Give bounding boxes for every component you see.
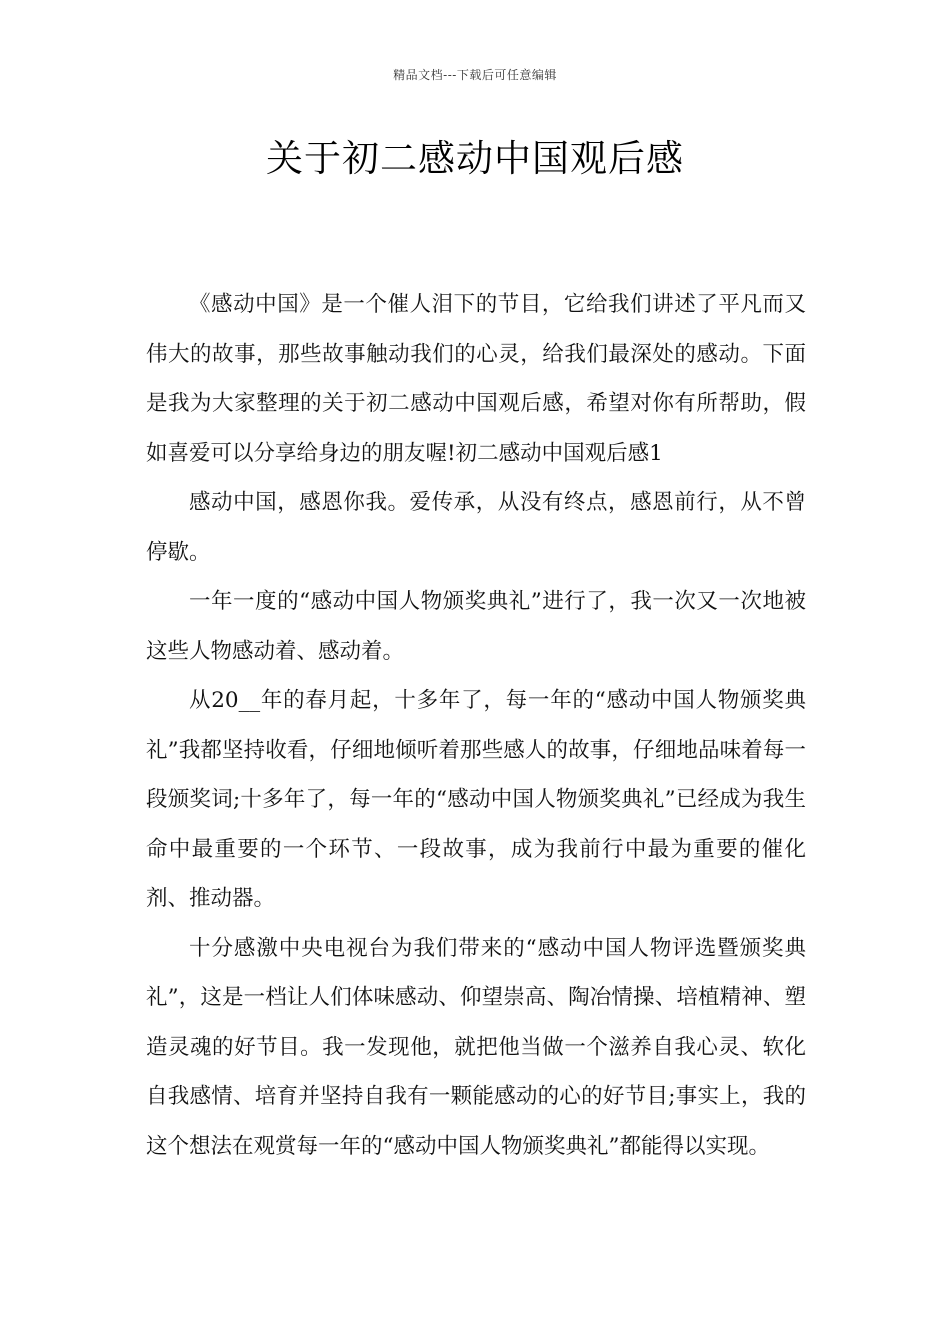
paragraph: 十分感激中央电视台为我们带来的“感动中国人物评选暨颁奖典礼”，这是一档让人们体味感动、仰望崇高、陶冶情操、培植精神、塑造灵魂的好节目。我一发现他，就把他当做一个滋养自我心灵、软化自我感情、培育并坚持自我有一颗能感动的心的好节目;事实上，我的这个想法在观赏每一年的“感动中国人物颁奖典礼”都能得以实现。 [146,935,806,1159]
paragraph: 感动中国，感恩你我。爱传承，从没有终点，感恩前行，从不曾停歇。 [146,490,806,565]
document-title: 关于初二感动中国观后感 [266,137,684,180]
header-note: 精品文档---下载后可任意编辑 [393,68,557,82]
paragraph: 从20__年的春月起，十多年了，每一年的“感动中国人物颁奖典礼”我都坚持收看，仔细地倾听着那些感人的故事，仔细地品味着每一段颁奖词;十多年了，每一年的“感动中国人物颁奖典礼”已经成为我生命中最重要的一个环节、一段故事，成为我前行中最为重要的催化剂、推动器。 [146,688,806,911]
paragraph: 一年一度的“感动中国人物颁奖典礼”进行了，我一次又一次地被这些人物感动着、感动着。 [146,589,806,664]
document-body [146,280,806,1171]
paragraph: 《感动中国》是一个催人泪下的节目，它给我们讲述了平凡而又伟大的故事，那些故事触动我们的心灵，给我们最深处的感动。下面是我为大家整理的关于初二感动中国观后感，希望对你有所帮助，假如喜爱可以分享给身边的朋友喔!初二感动中国观后感1 [146,292,806,466]
